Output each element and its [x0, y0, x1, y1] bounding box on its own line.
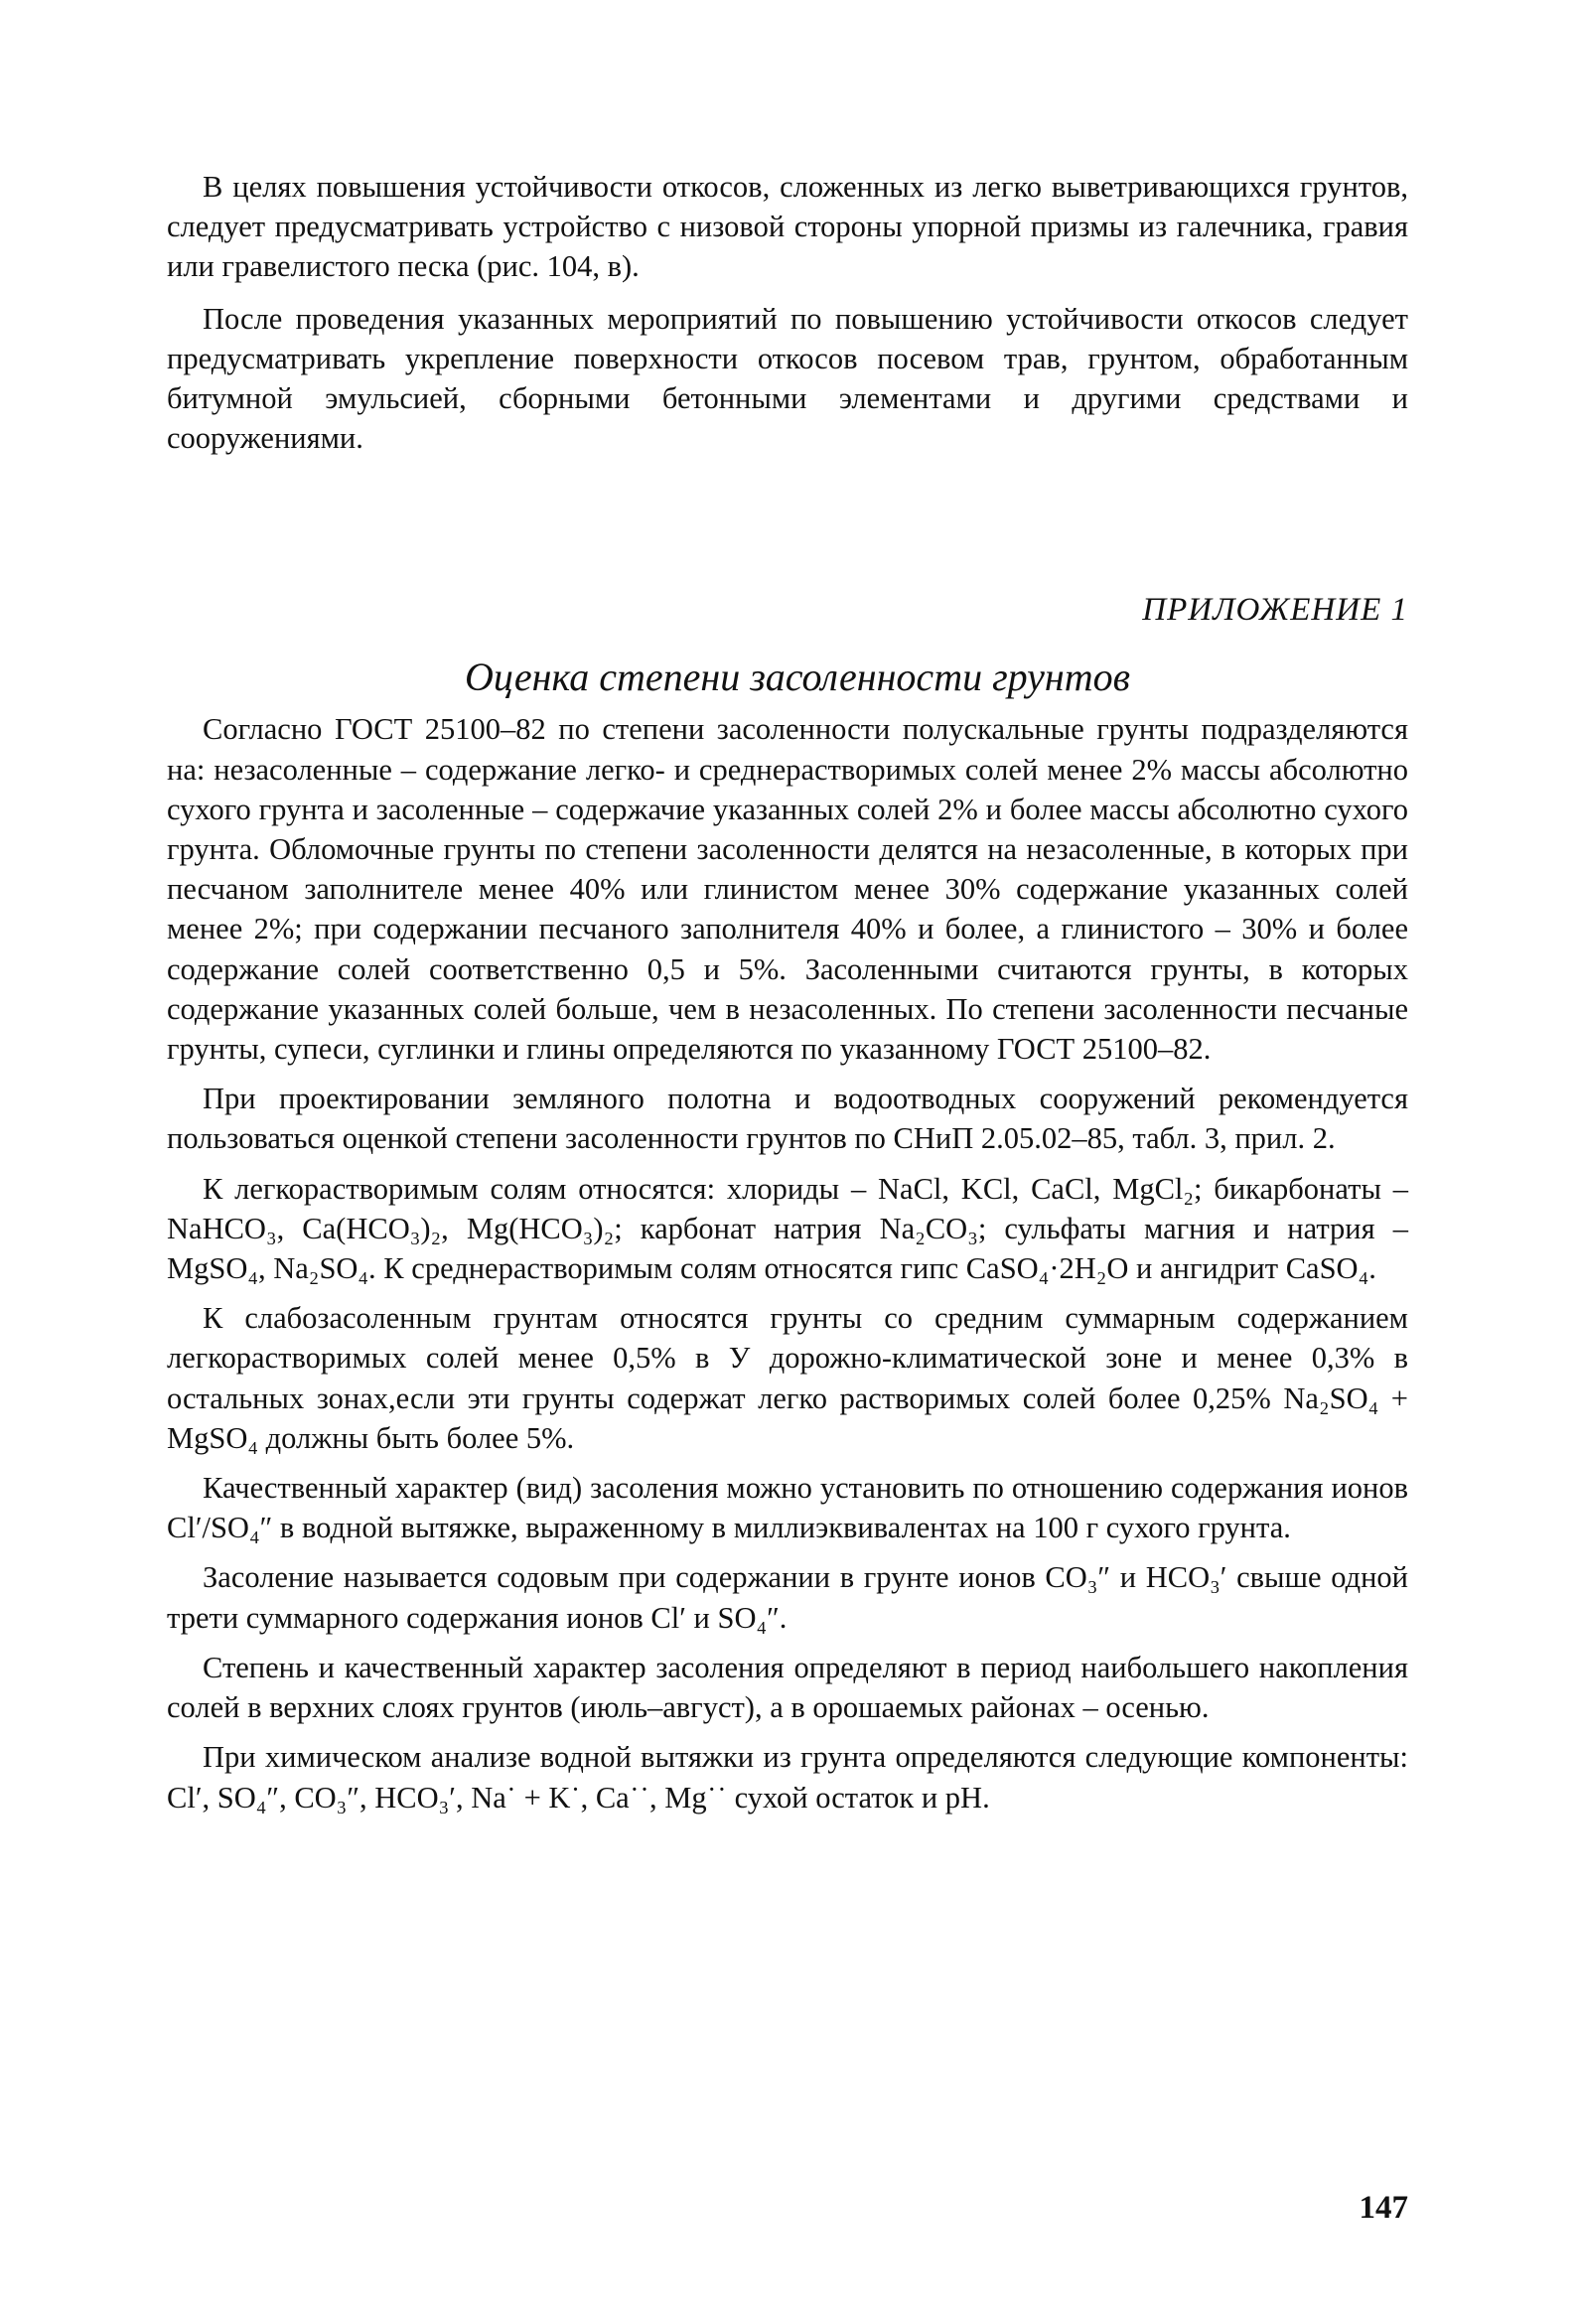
paragraph: Засоление называется содовым при содержании в грунте ионов CO₃″ и HCO₃′ свыше одной трети суммарного содержания ионов Cl′ и SO₄″. [167, 1560, 1408, 1635]
paragraph: Качественный характер (вид) засоления можно установить по отношению содержания ионов Cl′/SO₄″ в водной вытяжке, выраженному в миллиэквивалентах на 100 г сухого грунта. [167, 1471, 1408, 1545]
paragraph: При химическом анализе водной вытяжки из грунта определяются следующие компоненты: Cl′, SO₄″, CO₃″, HCO₃′, Na˙ + K˙, Ca˙˙, Mg˙˙ сухой остаток и pH. [167, 1740, 1408, 1815]
paragraph: В целях повышения устойчивости откосов, сложенных из легко выветривающихся грунтов, следует предусматривать устройство с низовой стороны упорной призмы из галечника, гравия или гравелистого песка (рис. 104, в). [167, 170, 1408, 284]
paragraph: К легкорастворимым солям относятся: хлориды – NaCl, KCl, CaCl, MgCl₂; бикарбонаты – NaHCO₃, Ca(HCO₃)₂, Mg(HCO₃)₂; карбонат натрия Na₂CO₃; сульфаты магния и натрия – MgSO₄, Na₂SO₄. К среднерастворимым солям относятся гипс CaSO₄·2H₂O и ангидрит CaSO₄. [167, 1171, 1408, 1286]
page-number: 147 [1359, 2190, 1408, 2226]
paragraph: При проектировании земляного полотна и водоотводных сооружений рекомендуется пользоваться оценкой степени засоленности грунтов по СНиП 2.05.02–85, табл. 3, прил. 2. [167, 1082, 1408, 1156]
paragraph: Согласно ГОСТ 25100–82 по степени засоленности полускальные грунты подразделяются на: незасоленные – содержание легко- и среднерастворимых солей менее 2% массы абсолютно сухого грунта и засоленные – содержачие указанных солей 2% и более массы абсолютно сухого грунта. Обломочные грунты по степени засоленности делятся на незасоленные, в которых при песчаном заполнителе менее 40% или глинистом менее 30% содержание указанных солей менее 2%; при содержании песчаного заполнителя 40% и более, а глинистого – 30% и более содержание солей соответственно 0,5 и 5%. Засоленными считаются грунты, в которых содержание указанных солей больше, чем в незасоленных. По степени засоленности песчаные грунты, супеси, суглинки и глины определяются по указанному ГОСТ 25100–82. [167, 712, 1408, 1067]
appendix-body [167, 709, 1408, 1816]
paragraph: К слабозасоленным грунтам относятся грунты со средним суммарным содержанием легкорастворимых солей менее 0,5% в У дорожно-климатической зоне и менее 0,3% в остальных зонах,если эти грунты содержат легко растворимых солей более 0,25% Na₂SO₄ + MgSO₄ должны быть более 5%. [167, 1301, 1408, 1455]
paragraph: Степень и качественный характер засоления определяют в период наибольшего накопления солей в верхних слоях грунтов (июль–август), а в орошаемых районах – осенью. [167, 1650, 1408, 1725]
paragraph: После проведения указанных мероприятий по повышению устойчивости откосов следует предусматривать укрепление поверхности откосов посевом трав, грунтом, обработанным битумной эмульсией, сборными бетонными элементами и другими средствами и сооружениями. [167, 301, 1408, 456]
appendix-label: ПРИЛОЖЕНИЕ 1 [1142, 592, 1408, 629]
appendix-title: Оценка степени засоленности грунтов [465, 654, 1130, 700]
intro-text [167, 167, 1408, 458]
